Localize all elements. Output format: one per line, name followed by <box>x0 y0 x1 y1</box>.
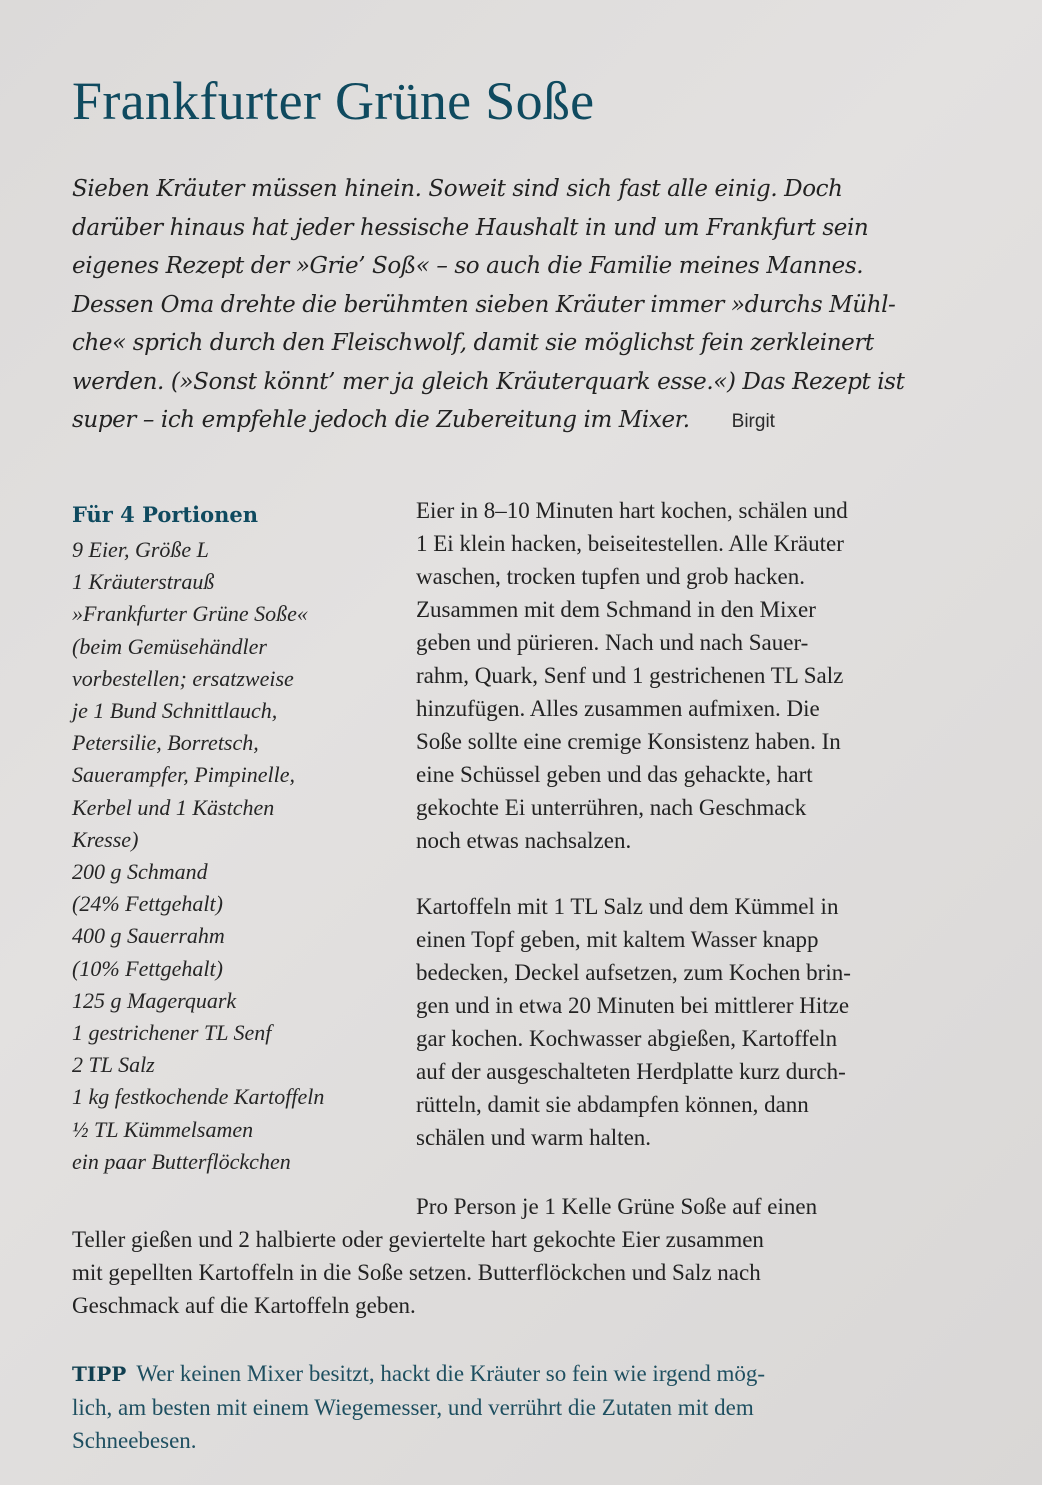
ingredient-line: je 1 Bund Schnittlauch, <box>72 698 278 724</box>
ingredient-line: Sauerampfer, Pimpinelle, <box>72 762 296 788</box>
ingredient-line: 9 Eier, Größe L <box>72 537 209 562</box>
tip-box <box>72 1357 992 1457</box>
ingredient-line: 200 g Schmand <box>72 859 208 885</box>
ingredient-line: »Frankfurter Grüne Soße« <box>72 601 308 627</box>
step-line: eine Schüssel geben und das gehackte, hart <box>416 762 813 787</box>
step-line: Soße sollte eine cremige Konsistenz haben. In <box>416 729 841 754</box>
ingredient-line: Petersilie, Borretsch, <box>72 730 259 756</box>
tip-line: Schneebesen. <box>72 1428 197 1453</box>
ingredients-list <box>72 500 392 1178</box>
tip-line: Wer keinen Mixer besitzt, hackt die Kräuter so fein wie irgend mög- <box>136 1361 766 1386</box>
ingredient-line: 1 gestrichener TL Senf <box>72 1020 272 1046</box>
step-line: waschen, trocken tupfen und grob hacken. <box>416 564 805 589</box>
step-line: auf der ausgeschalteten Herdplatte kurz durch- <box>416 1059 846 1084</box>
ingredient-line: ein paar Butterflöckchen <box>72 1148 291 1174</box>
servings-heading: Für 4 Portionen <box>72 502 258 527</box>
step-line: einen Topf geben, mit kaltem Wasser knapp <box>416 927 819 952</box>
intro-line-last <box>72 401 992 442</box>
step-line: gen und in etwa 20 Minuten bei mittlerer Hitze <box>416 993 850 1018</box>
ingredient-line: Kerbel und 1 Kästchen <box>72 794 275 820</box>
ingredient-line: (beim Gemüsehändler <box>72 633 267 659</box>
ingredient-line: 1 Kräuterstrauß <box>72 569 215 595</box>
intro-line: Sieben Kräuter müssen hinein. Soweit sind sich fast alle einig. Doch <box>72 176 843 202</box>
ingredient-line: (10% Fettgehalt) <box>72 955 223 981</box>
step-line: bedecken, Deckel aufsetzen, zum Kochen brin- <box>416 960 851 985</box>
preparation-steps <box>416 494 986 1187</box>
intro-line: werden. (»Sonst könnt’ mer ja gleich Kräuterquark esse.«) Das Rezept ist <box>72 368 905 395</box>
recipe-title: Frankfurter Grüne Soße <box>72 71 595 131</box>
step-line: Zusammen mit dem Schmand in den Mixer <box>416 597 816 622</box>
intro-line: che« sprich durch den Fleischwolf, damit sie möglichst fein zerkleinert <box>72 330 874 356</box>
step-line: Kartoffeln mit 1 TL Salz und dem Kümmel in <box>416 894 839 919</box>
intro-line: eigenes Rezept der »Grie’ Soß« – so auch die Familie meines Mannes. <box>72 253 864 279</box>
step-line: rahm, Quark, Senf und 1 gestrichenen TL Salz <box>416 663 844 688</box>
ingredient-line: Kresse) <box>72 826 139 852</box>
step-line: 1 Ei klein hacken, beiseitestellen. Alle Kräuter <box>416 531 844 556</box>
serving-line: Teller gießen und 2 halbierte oder geviertelte hart gekochte Eier zusammen <box>72 1227 764 1252</box>
ingredient-line: ½ TL Kümmelsamen <box>72 1116 254 1142</box>
step-line: Eier in 8–10 Minuten hart kochen, schälen und <box>416 498 848 523</box>
tip-line: lich, am besten mit einem Wiegemesser, und verrührt die Zutaten mit dem <box>72 1395 754 1420</box>
intro-quote <box>72 170 992 442</box>
intro-line: darüber hinaus hat jeder hessische Haushalt in und um Frankfurt sein <box>72 214 869 241</box>
ingredient-line: 400 g Sauerrahm <box>72 923 225 949</box>
ingredient-line: 1 kg festkochende Kartoffeln <box>72 1084 325 1110</box>
step-line: geben und pürieren. Nach und nach Sauer- <box>416 630 809 655</box>
ingredient-line: (24% Fettgehalt) <box>72 891 223 917</box>
step-paragraph-sauce <box>416 494 986 857</box>
ingredient-line: vorbestellen; ersatzweise <box>72 665 294 691</box>
step-line: schälen und warm halten. <box>416 1125 652 1150</box>
ingredient-line: 125 g Magerquark <box>72 987 237 1013</box>
step-line: gekochte Ei unterrühren, nach Geschmack <box>416 795 807 820</box>
serving-paragraph <box>72 1190 992 1322</box>
step-line: noch etwas nachsalzen. <box>416 828 632 853</box>
ingredient-line: 2 TL Salz <box>72 1052 155 1078</box>
step-line: hinzufügen. Alles zusammen aufmixen. Die <box>416 696 820 721</box>
serving-line: mit gepellten Kartoffeln in die Soße setzen. Butterflöckchen und Salz nach <box>72 1260 761 1285</box>
tip-line-first <box>72 1357 992 1391</box>
step-paragraph-potatoes <box>416 890 986 1154</box>
intro-line: super – ich empfehle jedoch die Zubereitung im Mixer. <box>72 407 690 433</box>
tip-label: TIPP <box>72 1362 127 1386</box>
intro-author: Birgit <box>731 411 775 432</box>
serving-line: Geschmack auf die Kartoffeln geben. <box>72 1293 416 1318</box>
intro-line: Dessen Oma drehte die berühmten sieben Kräuter immer »durchs Mühl- <box>72 291 896 318</box>
step-line: rütteln, damit sie abdampfen können, dann <box>416 1092 809 1117</box>
step-line: gar kochen. Kochwasser abgießen, Kartoffeln <box>416 1026 838 1051</box>
serving-line: Pro Person je 1 Kelle Grüne Soße auf einen <box>416 1194 818 1219</box>
